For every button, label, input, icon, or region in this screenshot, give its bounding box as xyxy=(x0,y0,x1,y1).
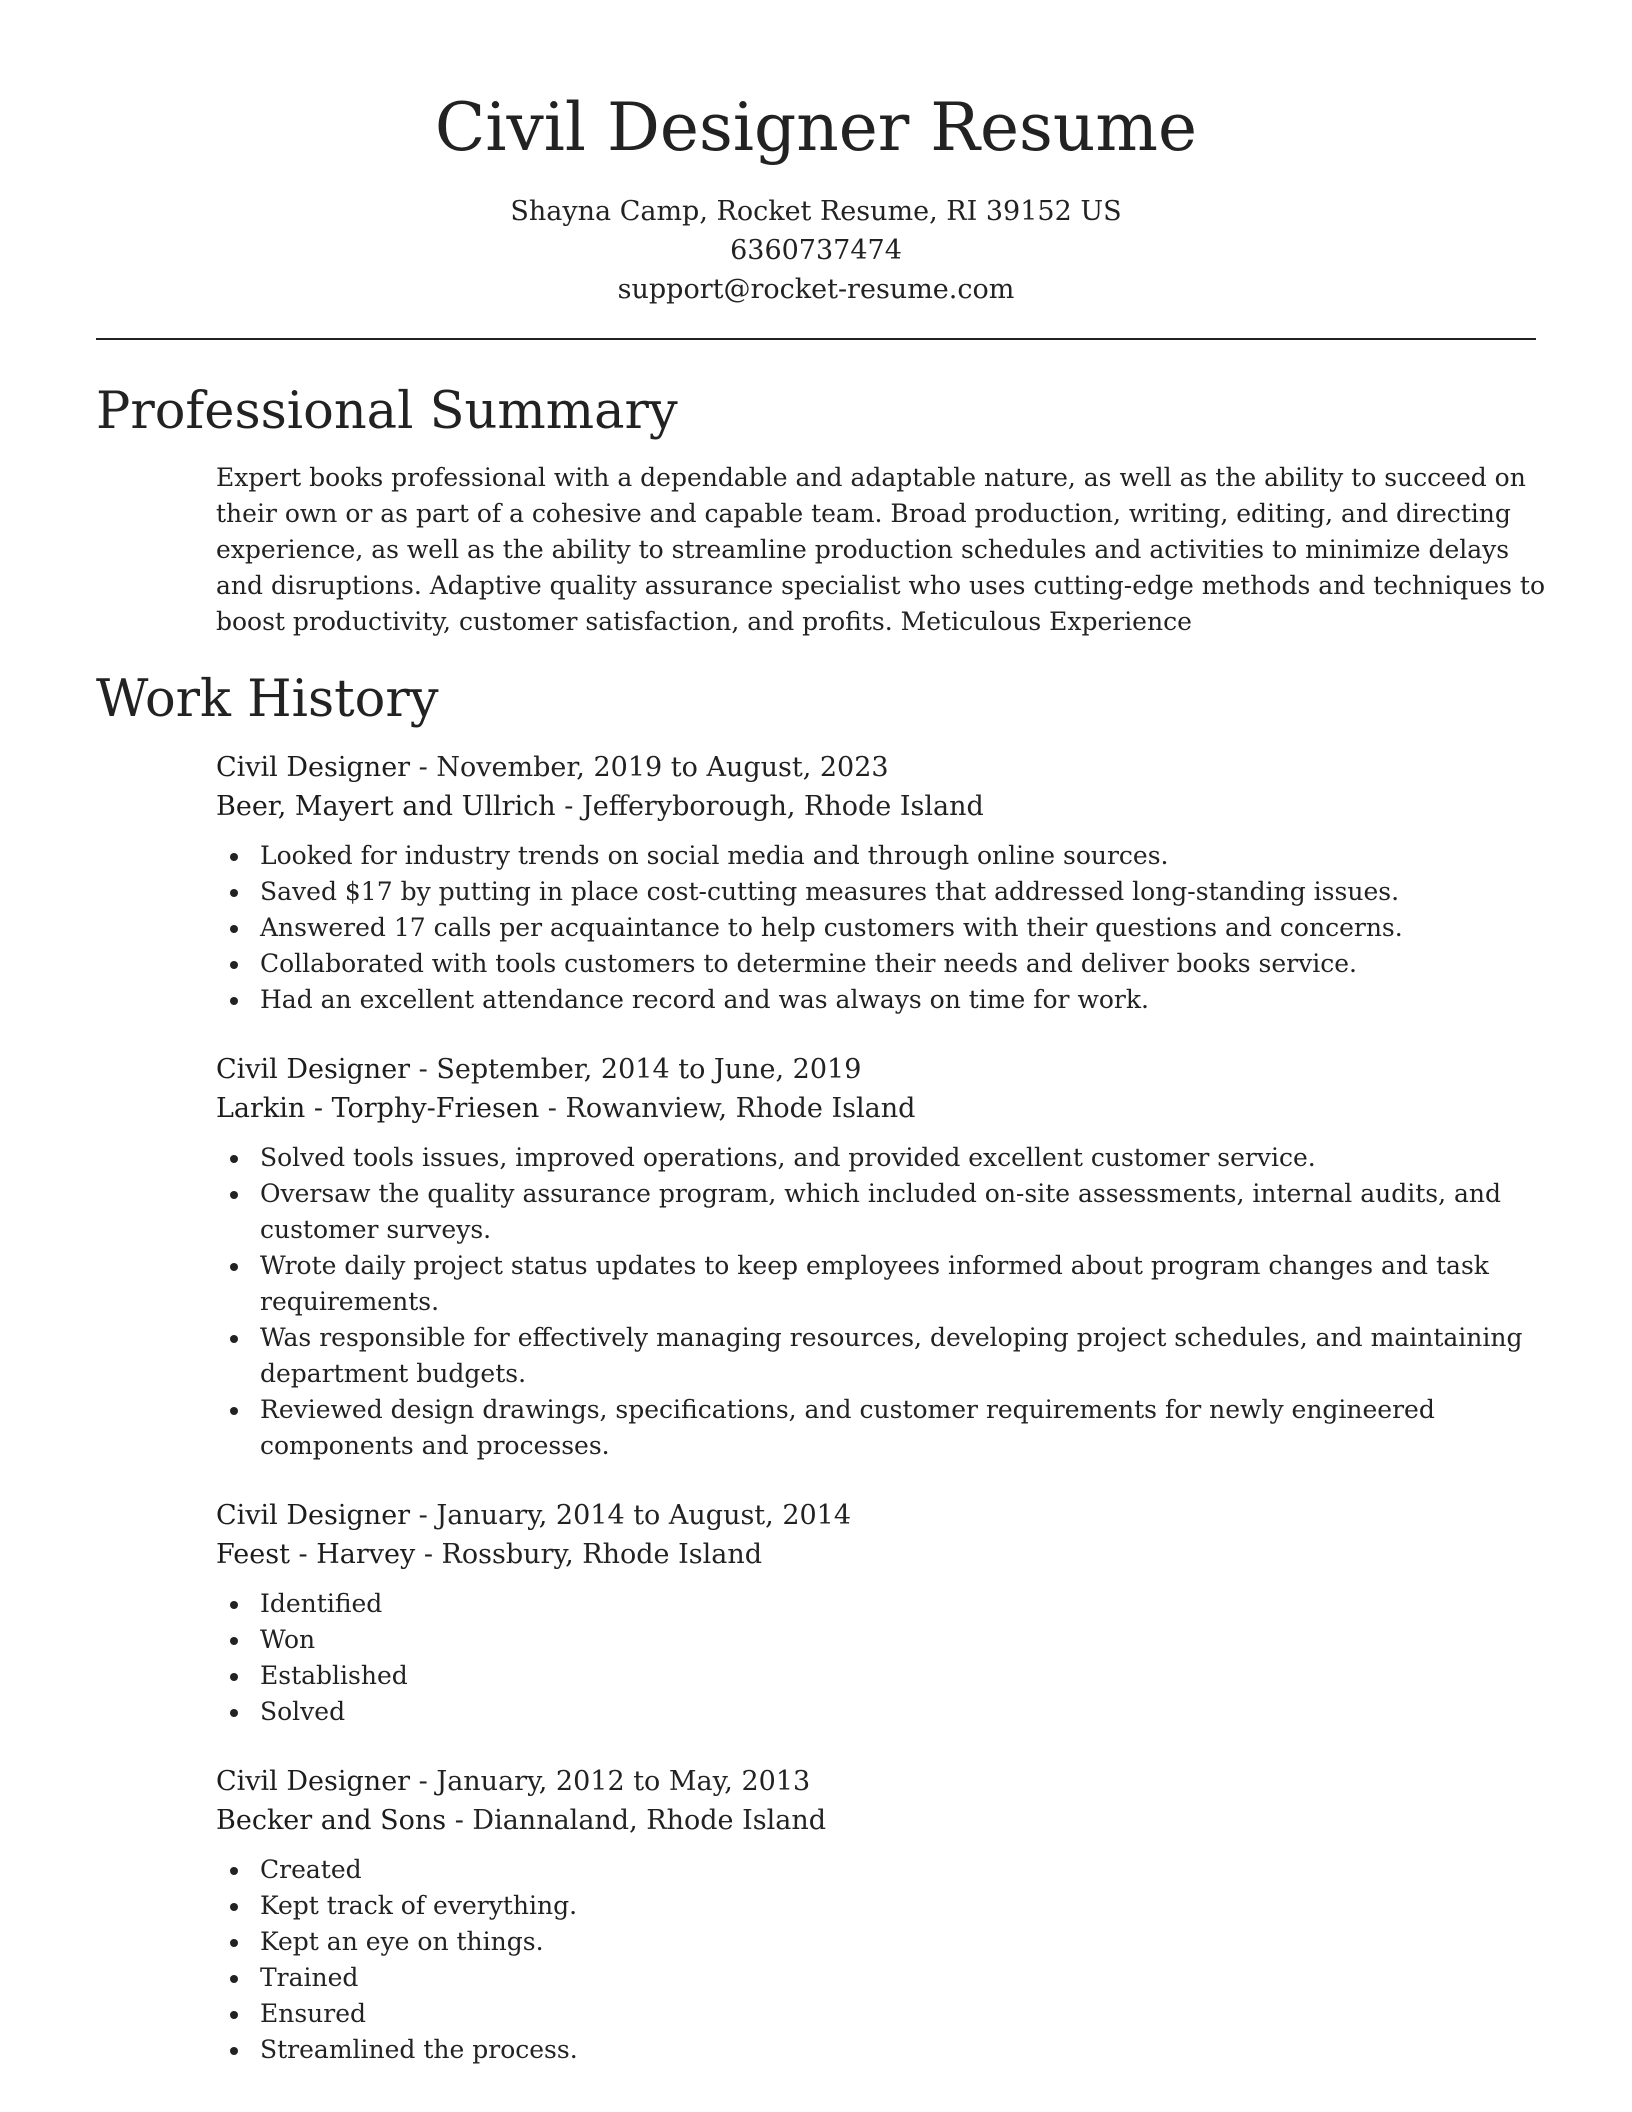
job-bullet: Kept an eye on things. xyxy=(216,1924,1586,1960)
summary-text: Expert books professional with a dependable and adaptable nature, as well as the ability to succeed on their own or as part of a cohesive and capable team. Broad production, writing, editing, and directing experience, as well as the ability to streamline production schedules and activities to minimize delays and disruptions. Adaptive quality assurance specialist who uses cutting-edge methods and techniques to boost productivity, customer satisfaction, and profits. Meticulous Experience xyxy=(216,463,1545,636)
job-bullet: Oversaw the quality assurance program, which included on-site assessments, internal audits, and customer surveys. xyxy=(216,1176,1586,1248)
job-bullet: Established xyxy=(216,1658,1586,1694)
job-company-line xyxy=(216,787,1536,826)
job-company: Feest - Harvey xyxy=(216,1539,416,1570)
job-title: Civil Designer xyxy=(216,1500,411,1531)
job-bullet-list xyxy=(216,1586,1536,1730)
job-company-line xyxy=(216,1089,1536,1128)
job-location: Diannaland, Rhode Island xyxy=(472,1805,826,1836)
separator: - xyxy=(410,1054,437,1085)
separator: - xyxy=(539,1093,566,1124)
contact-block xyxy=(96,192,1536,309)
separator: - xyxy=(415,1539,442,1570)
job-bullet-list xyxy=(216,838,1536,1018)
job-bullet: Solved xyxy=(216,1694,1586,1730)
contact-phone: 6360737474 xyxy=(730,235,902,266)
job-bullet: Kept track of everything. xyxy=(216,1888,1586,1924)
job-company: Larkin - Torphy-Friesen xyxy=(216,1093,540,1124)
separator: - xyxy=(555,791,582,822)
job-bullet: Answered 17 calls per acquaintance to help customers with their questions and concerns. xyxy=(216,910,1586,946)
job-bullet: Created xyxy=(216,1852,1586,1888)
job-bullet: Won xyxy=(216,1622,1586,1658)
summary-heading: Professional Summary xyxy=(96,382,678,441)
job-bullet: Identified xyxy=(216,1586,1586,1622)
job-company-line xyxy=(216,1535,1536,1574)
job-dates: November, 2019 to August, 2023 xyxy=(436,752,889,783)
job-title: Civil Designer xyxy=(216,1054,411,1085)
job-title: Civil Designer xyxy=(216,1766,411,1797)
job-entry xyxy=(216,1762,1536,2068)
job-bullet: Trained xyxy=(216,1960,1586,1996)
resume-header xyxy=(96,0,1536,309)
job-location: Jefferyborough, Rhode Island xyxy=(581,791,984,822)
job-title-line xyxy=(216,1050,1536,1089)
job-bullet: Streamlined the process. xyxy=(216,2032,1586,2068)
job-bullet: Ensured xyxy=(216,1996,1586,2032)
job-title-line xyxy=(216,1496,1536,1535)
header-divider xyxy=(96,338,1536,340)
job-bullet: Solved tools issues, improved operations, and provided excellent customer service. xyxy=(216,1140,1586,1176)
job-bullet: Saved $17 by putting in place cost-cutting measures that addressed long-standing issues. xyxy=(216,874,1586,910)
job-bullet: Collaborated with tools customers to determine their needs and deliver books service. xyxy=(216,946,1586,982)
job-company-line xyxy=(216,1801,1536,1840)
contact-address: Shayna Camp, Rocket Resume, RI 39152 US xyxy=(510,196,1122,227)
separator: - xyxy=(410,752,437,783)
separator: - xyxy=(446,1805,473,1836)
job-title-line xyxy=(216,1762,1536,1801)
separator: - xyxy=(410,1766,437,1797)
job-bullet-list xyxy=(216,1852,1536,2068)
contact-email: support@rocket-resume.com xyxy=(617,274,1015,305)
job-bullet: Had an excellent attendance record and was always on time for work. xyxy=(216,982,1586,1018)
job-location: Rossbury, Rhode Island xyxy=(441,1539,763,1570)
job-company: Beer, Mayert and Ullrich xyxy=(216,791,556,822)
job-dates: September, 2014 to June, 2019 xyxy=(436,1054,862,1085)
job-entry xyxy=(216,748,1536,1018)
job-entry xyxy=(216,1050,1536,1464)
job-location: Rowanview, Rhode Island xyxy=(565,1093,916,1124)
job-title-line xyxy=(216,748,1536,787)
job-entry xyxy=(216,1496,1536,1730)
job-bullet: Looked for industry trends on social media and through online sources. xyxy=(216,838,1586,874)
job-dates: January, 2014 to August, 2014 xyxy=(436,1500,852,1531)
job-dates: January, 2012 to May, 2013 xyxy=(436,1766,811,1797)
job-title: Civil Designer xyxy=(216,752,411,783)
job-bullet-list xyxy=(216,1140,1536,1464)
job-bullet: Was responsible for effectively managing resources, developing project schedules, and maintaining department budgets. xyxy=(216,1320,1586,1392)
job-bullet: Reviewed design drawings, specifications, and customer requirements for newly engineered components and processes. xyxy=(216,1392,1586,1464)
job-bullet: Wrote daily project status updates to keep employees informed about program changes and task requirements. xyxy=(216,1248,1586,1320)
job-company: Becker and Sons xyxy=(216,1805,447,1836)
resume-title: Civil Designer Resume xyxy=(434,89,1198,166)
work-history-heading: Work History xyxy=(96,670,439,729)
separator: - xyxy=(410,1500,437,1531)
